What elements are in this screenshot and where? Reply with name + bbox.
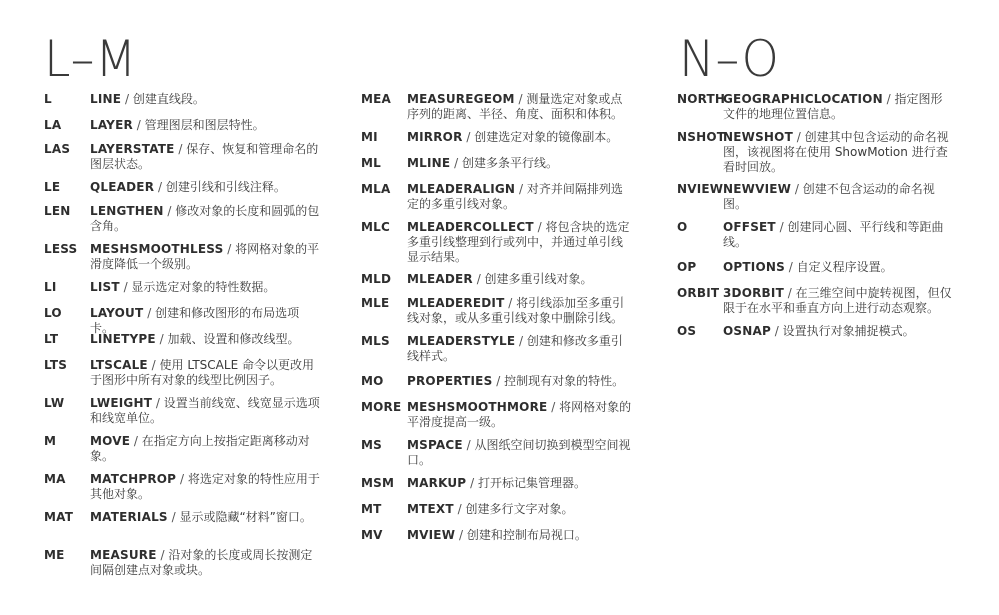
separator-slash: / [504,296,517,310]
command-description-text: 管理图层和图层特性。 [144,118,265,132]
command-description-text: 创建其中包含运动的命名视图，该视图将在使用 ShowMotion 进行查看时回放。 [723,130,949,174]
command-name: MLEADERCOLLECT [407,220,534,234]
separator-slash: / [791,182,803,196]
command-description-text: 在指定方向上按指定距离移动对象。 [90,434,310,463]
command-name: GEOGRAPHICLOCATION [723,92,883,106]
separator-slash: / [223,242,236,256]
separator-slash: / [515,334,527,348]
command-name: MEASUREGEOM [407,92,515,106]
command-alias: MS [361,438,382,452]
command-description [723,92,953,122]
command-alias: OS [677,324,697,338]
command-name: MATERIALS [90,510,168,524]
command-description [90,358,320,388]
command-description-text: 设置当前线宽、线宽显示选项和线宽单位。 [90,396,320,425]
command-name: MARKUP [407,476,467,490]
command-description-text: 沿对象的长度或周长按测定间隔创建点对象或块。 [90,548,313,577]
command-description-text: 创建直线段。 [132,92,205,106]
command-alias: MLE [361,296,390,310]
command-description-text: 创建和控制布局视口。 [466,528,587,542]
separator-slash: / [472,272,485,286]
command-description-text: 将网格对象的平滑度降低一个级别。 [90,242,320,271]
command-description [90,142,320,172]
command-description-text: 控制现有对象的特性。 [504,374,625,388]
command-alias: L [44,92,52,106]
command-description-text: 加载、设置和修改线型。 [167,332,300,346]
command-description [90,118,320,133]
command-name: MLEADER [407,272,473,286]
command-description [90,242,320,272]
command-name: MLEADERSTYLE [407,334,516,348]
command-alias: MV [361,528,383,542]
separator-slash: / [130,434,142,448]
command-description [407,156,633,171]
command-alias: MO [361,374,384,388]
separator-slash: / [533,220,546,234]
command-name: LAYER [90,118,133,132]
command-description [90,332,320,347]
separator-slash: / [121,92,133,106]
command-name: NEWSHOT [723,130,793,144]
command-name: MLINE [407,156,451,170]
command-alias: MI [361,130,378,144]
command-name: MLEADERALIGN [407,182,516,196]
command-description [90,510,320,525]
command-name: LAYOUT [90,306,144,320]
command-description [407,374,633,389]
command-name: MSPACE [407,438,463,452]
command-alias: OP [677,260,697,274]
command-name: OPTIONS [723,260,785,274]
command-name: QLEADER [90,180,155,194]
command-description [407,502,633,517]
command-name: MVIEW [407,528,456,542]
command-description [90,204,320,234]
command-description [407,220,633,265]
separator-slash: / [492,374,505,388]
command-alias: MT [361,502,382,516]
command-alias: LI [44,280,57,294]
command-name: LINE [90,92,122,106]
separator-slash: / [450,156,462,170]
separator-slash: / [147,358,160,372]
command-description-text: 指定图形文件的地理位置信息。 [723,92,943,121]
command-alias: MLD [361,272,392,286]
command-name: MEASURE [90,548,157,562]
separator-slash: / [453,502,466,516]
command-alias: MLC [361,220,390,234]
command-description-text: 将引线添加至多重引线对象，或从多重引线对象中删除引线。 [407,296,625,325]
separator-slash: / [466,476,478,490]
command-alias: MLA [361,182,391,196]
separator-slash: / [792,130,805,144]
command-description [407,438,633,468]
separator-slash: / [132,118,145,132]
command-description [90,180,320,195]
separator-slash: / [770,324,783,338]
command-description-text: 创建多行文字对象。 [465,502,574,516]
command-description-text: 创建选定对象的镜像副本。 [474,130,619,144]
separator-slash: / [163,204,176,218]
separator-slash: / [156,548,169,562]
command-description [723,130,953,175]
command-name: OSNAP [723,324,771,338]
command-description-text: 修改对象的长度和圆弧的包含角。 [90,204,320,233]
command-description-text: 创建多条平行线。 [461,156,558,170]
command-description-text: 从图纸空间切换到模型空间视口。 [407,438,631,467]
command-description [90,548,320,578]
command-description [407,272,633,287]
command-alias: LAS [44,142,71,156]
separator-slash: / [176,472,188,486]
separator-slash: / [155,332,168,346]
command-description-text: 创建不包含运动的命名视图。 [723,182,935,211]
command-description [407,92,633,122]
command-alias: LA [44,118,62,132]
separator-slash: / [143,306,156,320]
command-name: PROPERTIES [407,374,493,388]
command-alias: ML [361,156,381,170]
command-alias: MAT [44,510,74,524]
command-alias: ORBIT [677,286,720,300]
command-name: OFFSET [723,220,776,234]
separator-slash: / [154,180,166,194]
command-description [407,130,633,145]
command-name: LENGTHEN [90,204,164,218]
command-description [723,324,953,339]
command-description-text: 显示选定对象的特性数据。 [131,280,276,294]
command-description [407,400,633,430]
command-name: MOVE [90,434,131,448]
separator-slash: / [547,400,560,414]
command-alias: NVIEW [677,182,724,196]
command-name: MATCHPROP [90,472,177,486]
separator-slash: / [514,92,527,106]
command-description-text: 显示或隐藏“材料”窗口。 [179,510,312,524]
command-description-text: 将网格对象的平滑度提高一级。 [407,400,632,429]
command-description-text: 创建多重引线对象。 [484,272,593,286]
command-description-text: 创建同心圆、平行线和等距曲线。 [723,220,944,249]
command-description [90,396,320,426]
command-alias: ME [44,548,65,562]
command-alias: MLS [361,334,390,348]
command-alias: MORE [361,400,402,414]
command-description-text: 对齐并间隔排列选定的多重引线对象。 [407,182,623,211]
separator-slash: / [174,142,187,156]
command-alias: MEA [361,92,392,106]
command-description [723,220,953,250]
command-name: LAYERSTATE [90,142,175,156]
separator-slash: / [784,260,797,274]
command-description-text: 将选定对象的特性应用于其他对象。 [90,472,320,501]
command-description [90,434,320,464]
command-name: MESHSMOOTHLESS [90,242,224,256]
command-description-text: 创建和修改多重引线样式。 [407,334,623,363]
command-description [90,472,320,502]
command-alias: M [44,434,57,448]
separator-slash: / [775,220,788,234]
command-description-text: 测量选定对象或点序列的距离、半径、角度、面积和体积。 [407,92,624,121]
command-alias: LEN [44,204,71,218]
separator-slash: / [783,286,796,300]
command-name: MIRROR [407,130,463,144]
command-alias: LTS [44,358,68,372]
command-alias: NORTH [677,92,726,106]
separator-slash: / [882,92,895,106]
command-description-text: 自定义程序设置。 [796,260,893,274]
command-description-text: 使用 LTSCALE 命令以更改用于图形中所有对象的线型比例因子。 [90,358,314,387]
command-description-text: 打开标记集管理器。 [477,476,586,490]
command-description [90,280,320,295]
command-alias: LO [44,306,62,320]
command-alias: LESS [44,242,78,256]
section-heading-n-o: N–O [679,30,780,88]
command-description [723,182,953,212]
command-description [90,92,320,107]
command-name: LWEIGHT [90,396,153,410]
separator-slash: / [462,438,475,452]
command-name: LINETYPE [90,332,156,346]
command-name: MLEADEREDIT [407,296,505,310]
separator-slash: / [152,396,164,410]
command-description-text: 保存、恢复和管理命名的图层状态。 [90,142,319,171]
command-description [407,334,633,364]
command-description [723,260,953,275]
separator-slash: / [119,280,132,294]
command-name: 3DORBIT [723,286,784,300]
command-alias: MA [44,472,66,486]
section-heading-l-m: L–M [44,30,138,88]
command-description [407,528,633,543]
command-description [407,476,633,491]
command-description [407,296,633,326]
command-description-text: 将包含块的选定多重引线整理到行或列中，并通过单引线显示结果。 [407,220,630,264]
command-description-text: 创建和修改图形的布局选项卡。 [90,306,300,335]
command-alias: O [677,220,688,234]
command-name: NEWVIEW [723,182,792,196]
command-alias: LE [44,180,61,194]
command-description [723,286,953,316]
command-alias: MSM [361,476,395,490]
command-description-text: 在三维空间中旋转视图，但仅限于在水平和垂直方向上进行动态观察。 [723,286,952,315]
separator-slash: / [455,528,467,542]
command-name: LIST [90,280,120,294]
separator-slash: / [515,182,527,196]
command-name: LTSCALE [90,358,148,372]
separator-slash: / [462,130,475,144]
command-alias: LW [44,396,65,410]
separator-slash: / [167,510,180,524]
command-description [407,182,633,212]
command-name: MTEXT [407,502,454,516]
command-name: MESHSMOOTHMORE [407,400,548,414]
command-description-text: 创建引线和引线注释。 [165,180,286,194]
command-description-text: 设置执行对象捕捉模式。 [782,324,915,338]
command-alias: LT [44,332,59,346]
command-alias: NSHOT [677,130,726,144]
